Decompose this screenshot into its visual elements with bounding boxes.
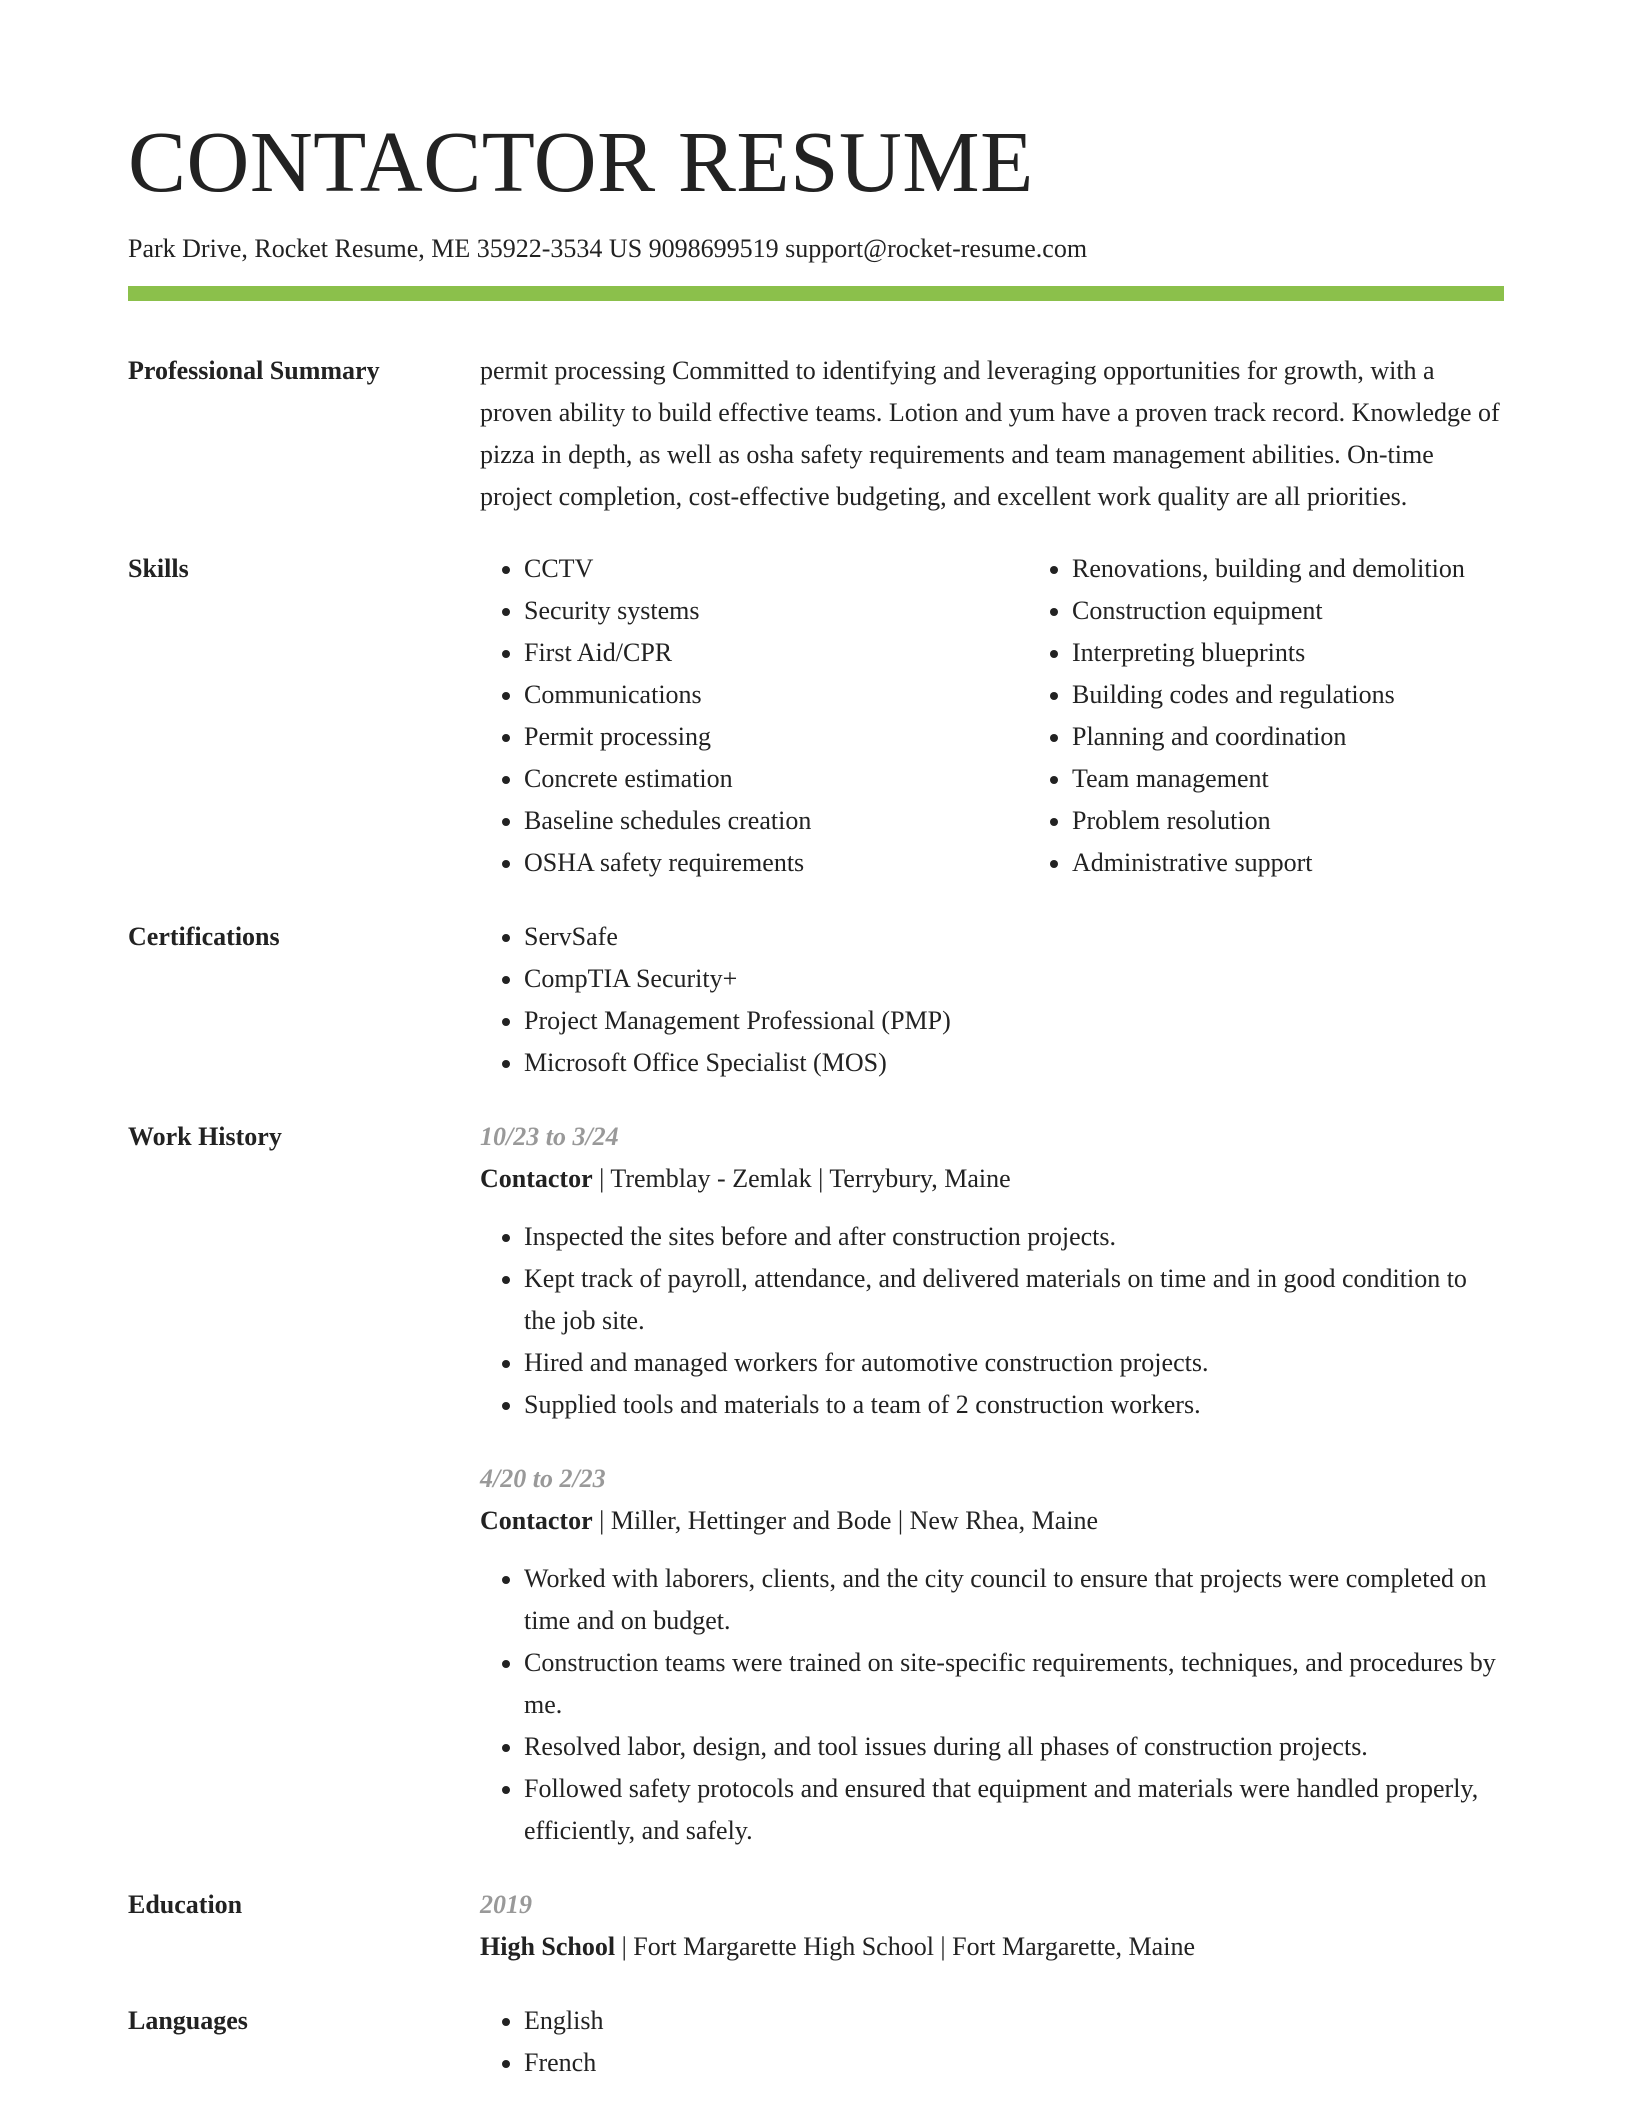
certifications-list — [480, 916, 1504, 1084]
section-label-education: Education — [128, 1890, 243, 1919]
skill-item: • Communications — [524, 674, 1028, 716]
skill-item: • Security systems — [524, 590, 1028, 632]
job-entry — [480, 1116, 1504, 1426]
skill-item: • Renovations, building and demolition — [1072, 548, 1504, 590]
skill-item: • First Aid/CPR — [524, 632, 1028, 674]
skill-item: • Permit processing — [524, 716, 1028, 758]
skill-item: • Concrete estimation — [524, 758, 1028, 800]
section-label-summary: Professional Summary — [128, 356, 380, 385]
skill-item: • Administrative support — [1072, 842, 1504, 884]
certification-item: • Microsoft Office Specialist (MOS) — [524, 1042, 1504, 1084]
job-bullet: • Hired and managed workers for automotive construction projects. — [524, 1342, 1504, 1384]
header-divider — [128, 286, 1504, 301]
job-dates: 4/20 to 2/23 — [480, 1464, 606, 1493]
job-bullet: • Kept track of payroll, attendance, and delivered materials on time and in good condition to the job site. — [524, 1258, 1504, 1342]
skill-item: • Planning and coordination — [1072, 716, 1504, 758]
job-entry — [480, 1458, 1504, 1852]
languages-section — [128, 2000, 1504, 2084]
language-item: • French — [524, 2042, 1504, 2084]
job-bullet: • Inspected the sites before and after construction projects. — [524, 1216, 1504, 1258]
job-bullet: • Followed safety protocols and ensured that equipment and materials were handled properly, efficiently, and safely. — [524, 1768, 1504, 1852]
job-bullet: • Worked with laborers, clients, and the city council to ensure that projects were completed on time and on budget. — [524, 1558, 1504, 1642]
job-employer: | Tremblay - Zemlak | Terrybury, Maine — [592, 1164, 1011, 1193]
education-degree: High School — [480, 1932, 616, 1961]
job-title: Contactor — [480, 1164, 593, 1193]
skill-item: • Building codes and regulations — [1072, 674, 1504, 716]
work-history-section — [128, 1116, 1504, 1852]
resume-content — [128, 350, 1504, 2114]
skill-item: • Team management — [1072, 758, 1504, 800]
section-label-skills: Skills — [128, 554, 189, 583]
education-section — [128, 1884, 1504, 1968]
certification-item: • Project Management Professional (PMP) — [524, 1000, 1504, 1042]
education-year: 2019 — [480, 1890, 532, 1919]
contact-info: Park Drive, Rocket Resume, ME 35922-3534 US 9098699519 support@rocket-resume.com — [128, 234, 1088, 263]
skill-item: • Construction equipment — [1072, 590, 1504, 632]
section-label-work-history: Work History — [128, 1122, 282, 1151]
summary-text: permit processing Committed to identifying and leveraging opportunities for growth, with a proven ability to build effective teams. Lotion and yum have a proven track record. Knowledge of pizza in depth, as well as osha safety requirements and team management abilities. On-time project completion, cost-effective budgeting, and excellent work quality are all priorities. — [480, 356, 1500, 511]
job-bullet: • Construction teams were trained on site-specific requirements, techniques, and procedures by me. — [524, 1642, 1504, 1726]
resume-title: CONTACTOR RESUME — [128, 113, 1034, 210]
job-employer: | Miller, Hettinger and Bode | New Rhea, Maine — [592, 1506, 1099, 1535]
section-label-certifications: Certifications — [128, 922, 280, 951]
skill-item: • Interpreting blueprints — [1072, 632, 1504, 674]
skill-item: • CCTV — [524, 548, 1028, 590]
certification-item: • ServSafe — [524, 916, 1504, 958]
skills-section — [128, 548, 1504, 884]
section-label-languages: Languages — [128, 2006, 248, 2035]
education-school: | Fort Margarette High School | Fort Margarette, Maine — [615, 1932, 1195, 1961]
education-heading — [480, 1926, 1504, 1968]
job-bullets — [480, 1558, 1504, 1852]
skills-list-right — [1028, 548, 1504, 884]
skill-item: • Problem resolution — [1072, 800, 1504, 842]
certification-item: • CompTIA Security+ — [524, 958, 1504, 1000]
job-dates: 10/23 to 3/24 — [480, 1122, 619, 1151]
job-bullets — [480, 1216, 1504, 1426]
job-bullet: • Supplied tools and materials to a team of 2 construction workers. — [524, 1384, 1504, 1426]
language-item: • English — [524, 2000, 1504, 2042]
job-bullet: • Resolved labor, design, and tool issues during all phases of construction projects. — [524, 1726, 1504, 1768]
certifications-section — [128, 916, 1504, 1084]
summary-section — [128, 350, 1504, 518]
skill-item: • Baseline schedules creation — [524, 800, 1028, 842]
languages-list — [480, 2000, 1504, 2084]
skills-list-left — [480, 548, 1028, 884]
skill-item: • OSHA safety requirements — [524, 842, 1028, 884]
job-heading — [480, 1158, 1504, 1200]
job-heading — [480, 1500, 1504, 1542]
job-title: Contactor — [480, 1506, 593, 1535]
